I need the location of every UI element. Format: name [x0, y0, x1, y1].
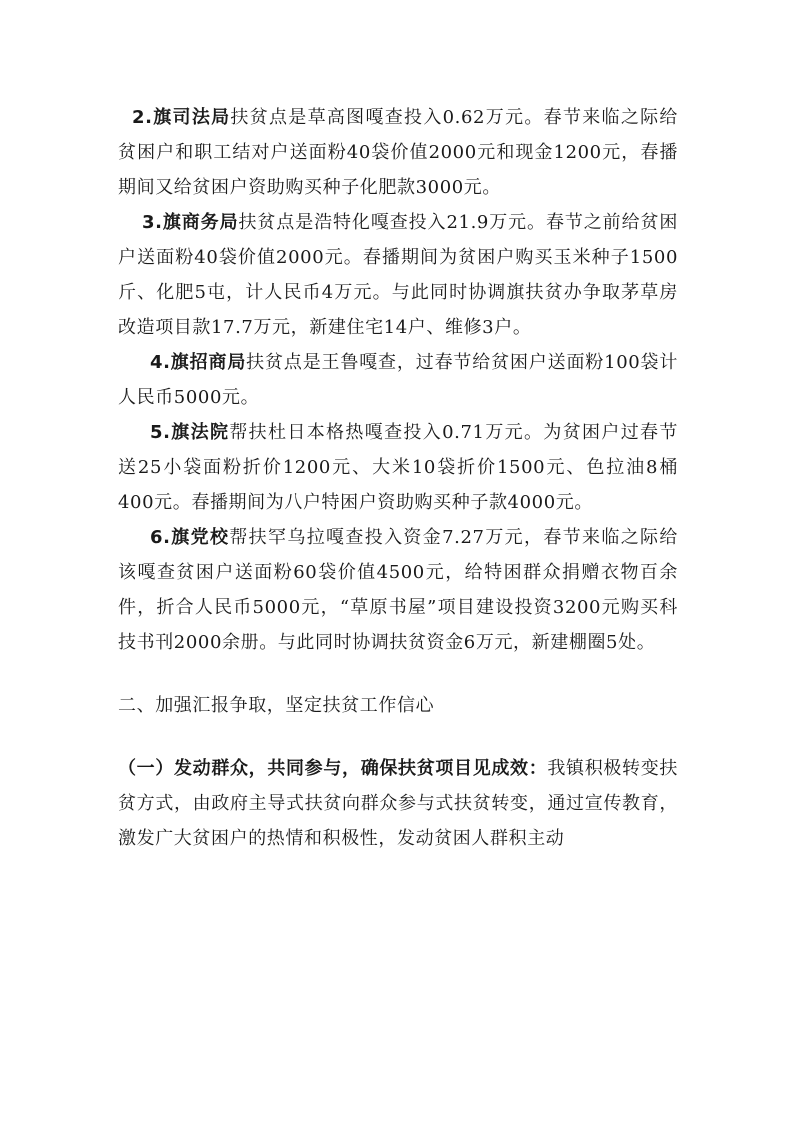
section-heading: 二、加强汇报争取，坚定扶贫工作信心 [118, 695, 435, 716]
paragraph-item-5 [118, 415, 678, 520]
paragraph-item-2 [118, 100, 678, 205]
paragraph-item-3 [118, 205, 678, 345]
item-number: 5. [150, 422, 171, 443]
item-text: 扶贫点是王鲁嘎查，过春节给贫困户送面粉100袋计人民币5000元。 [118, 352, 678, 408]
paragraph-item-6 [118, 520, 678, 660]
item-number: 2. [132, 107, 153, 128]
item-number: 3. [142, 212, 163, 233]
item-lead: 旗招商局 [170, 352, 247, 373]
item-number: 4. [150, 352, 171, 373]
document-page [118, 100, 678, 856]
subsection-lead: （一）发动群众，共同参与，确保扶贫项目见成效： [118, 758, 548, 779]
item-lead: 旗商务局 [162, 212, 239, 233]
item-lead: 旗司法局 [152, 107, 231, 128]
paragraph-item-4 [118, 345, 678, 415]
item-lead: 旗党校 [170, 527, 230, 548]
item-text: 扶贫点是草高图嘎查投入0.62万元。春节来临之际给贫困户和职工结对户送面粉40袋价值2000元和现金1200元，春播期间又给贫困户资助购买种子化肥款3000元。 [118, 107, 678, 198]
item-text: 帮扶杜日本格热嘎查投入0.71万元。为贫困户过春节送25小袋面粉折价1200元、大米10袋折价1500元、色拉油8桶400元。春播期间为八户特困户资助购买种子款4000元。 [118, 422, 678, 513]
subsection-paragraph [118, 751, 678, 856]
item-text: 帮扶罕乌拉嘎查投入资金7.27万元，春节来临之际给该嘎查贫困户送面粉60袋价值4500元，给特困群众捐赠衣物百余件，折合人民币5000元，“草原书屋”项目建设投资3200元购买科技书刊2000余册。与此同时协调扶贫资金6万元，新建棚圈5处。 [118, 527, 678, 653]
subsection-text: 我镇积极转变扶贫方式，由政府主导式扶贫向群众参与式扶贫转变，通过宣传教育，激发广大贫困户的热情和积极性，发动贫困人群积主动 [118, 758, 678, 849]
item-lead: 旗法院 [170, 422, 230, 443]
item-text: 扶贫点是浩特化嘎查投入21.9万元。春节之前给贫困户送面粉40袋价值2000元。春播期间为贫困户购买玉米种子1500斤、化肥5屯，计人民币4万元。与此同时协调旗扶贫办争取茅草房改造项目款17.7万元，新建住宅14户、维修3户。 [118, 212, 678, 338]
item-number: 6. [150, 527, 171, 548]
